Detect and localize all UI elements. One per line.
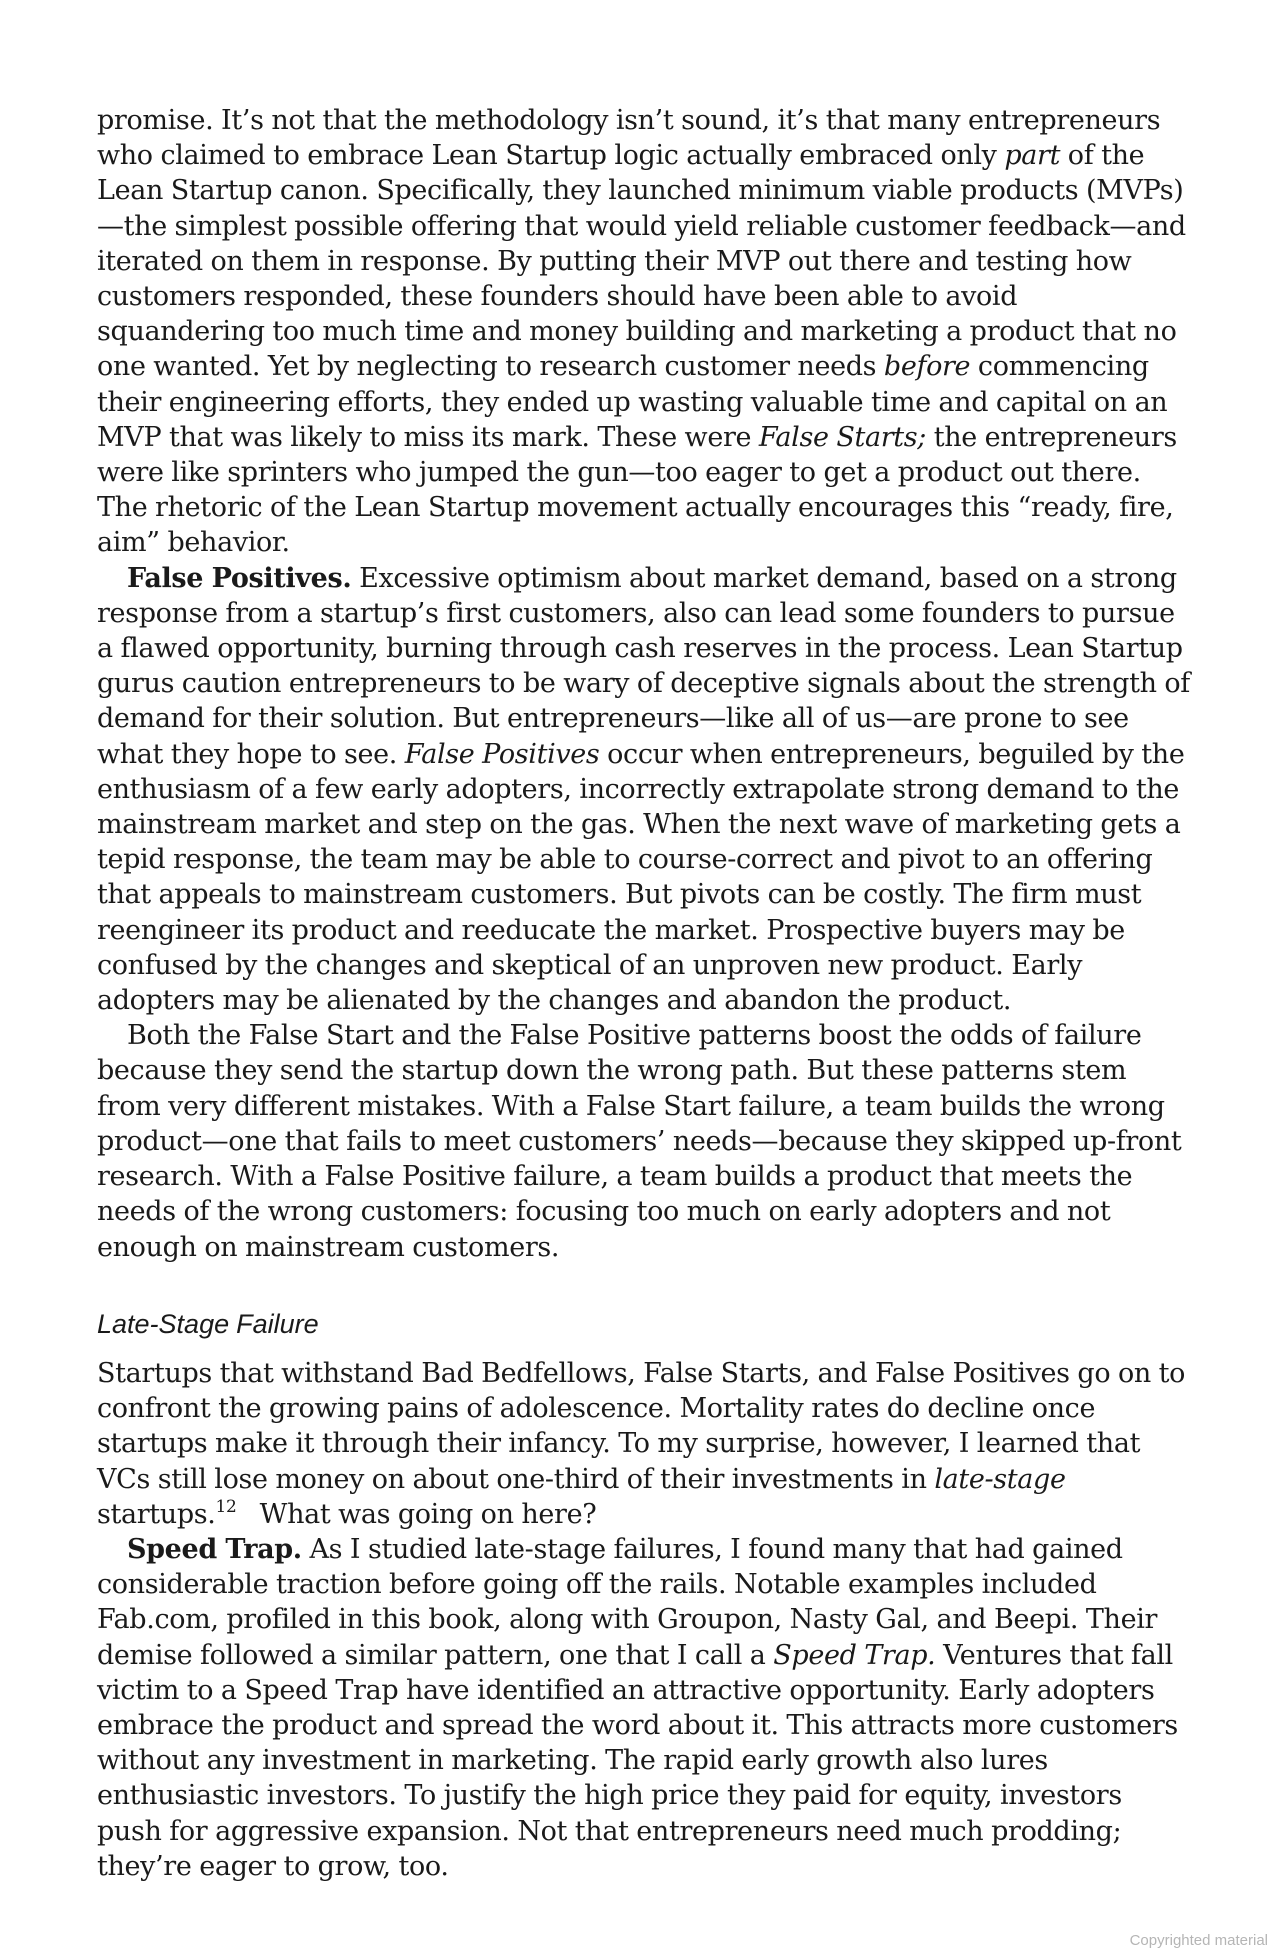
emphasis: Speed Trap. (773, 1639, 936, 1671)
text-run: What was going on here? (236, 1498, 597, 1530)
run-in-heading: False Positives. (127, 562, 352, 594)
paragraph-3 (97, 1018, 1192, 1264)
text-run: Both the False Start and the False Positive patterns boost the odds of failure because they send the startup down the wrong path. But these patterns stem from very different mistakes. With a False Start failure, a team builds the wrong product—one that fails to meet customers’ needs—because they skipped up-front research. With a False Positive failure, a team builds a product that meets the needs of the wrong customers: focusing too much on early adopters and not enough on mainstream customers. (97, 1020, 1182, 1263)
text-run: commencing their engineering efforts, they ended up wasting valuable time and capital on an MVP that was likely to miss its mark. These were (97, 351, 1168, 453)
paragraph-speed-trap (97, 1532, 1192, 1884)
emphasis: late-stage (934, 1463, 1066, 1495)
text-run: Ventures that fall victim to a Speed Trap have identified an attractive opportunity. Early adopters embrace the product and spread the word about it. This attracts more customers without any investment in marketing. The rapid early growth also lures enthusiastic investors. To justify the high price they paid for equity, investors push for aggressive expansion. Not that entrepreneurs need much prodding; they’re eager to grow, too. (97, 1639, 1178, 1882)
text-run: Excessive optimism about market demand, based on a strong response from a startup’s first customers, also can lead some founders to pursue a flawed opportunity, burning through cash reserves in the process. Lean Startup gurus caution entrepreneurs to be wary of deceptive signals about the strength of demand for their solution. But entrepreneurs—like all of us—are prone to see what they hope to see. (97, 562, 1190, 770)
text-run: promise. It’s not that the methodology isn’t sound, it’s that many entrepreneurs who claimed to embrace Lean Startup logic actually embraced only (97, 105, 1161, 172)
run-in-heading: Speed Trap. (127, 1533, 302, 1565)
emphasis: False Positives (404, 738, 600, 770)
page-body (97, 103, 1192, 1884)
text-run: occur when entrepreneurs, beguiled by the enthusiasm of a few early adopters, incorrectly extrapolate strong demand to the mainstream market and step on the gas. When the next wave of marketing gets a tepid response, the team may be able to course-correct and pivot to an offering that appeals to mainstream customers. But pivots can be costly. The firm must reengineer its product and reeducate the market. Prospective buyers may be confused by the changes and skeptical of an unproven new product. Early adopters may be alienated by the changes and abandon the product. (97, 738, 1185, 1017)
emphasis: part (1004, 140, 1061, 172)
paragraph-late-stage (97, 1356, 1192, 1532)
copyright-notice: Copyrighted material (1129, 1932, 1268, 1949)
text-run: startups. (97, 1498, 216, 1530)
text-run: the entrepreneurs were like sprinters who jumped the gun—too eager to get a product out there. The rhetoric of the Lean Startup movement actually encourages this “ready, fire, aim” behavior. (97, 421, 1177, 559)
section-heading: Late-Stage Failure (97, 1308, 319, 1339)
paragraph-1 (97, 103, 1192, 561)
emphasis: False Starts; (758, 421, 927, 453)
text-run: of the Lean Startup canon. Specifically, they launched minimum viable products (MVPs)—the simplest possible offering that would yield reliable customer feedback—and iterated on them in response. By putting their MVP out there and testing how customers responded, these founders should have been able to avoid squandering too much time and money building and marketing a product that no one wanted. Yet by neglecting to research customer needs (97, 140, 1186, 383)
footnote-ref[interactable]: 12 (215, 1496, 237, 1517)
emphasis: before (883, 351, 971, 383)
text-run: Startups that withstand Bad Bedfellows, False Starts, and False Positives go on to confront the growing pains of adolescence. Mortality rates do decline once startups make it through their infancy. To my surprise, however, I learned that VCs still lose money on about one-third of their investments in (97, 1357, 1186, 1495)
text-run: As I studied late-stage failures, I found many that had gained considerable traction before going off the rails. Notable examples included Fab.com, profiled in this book, along with Groupon, Nasty Gal, and Beepi. Their demise followed a similar pattern, one that I call a (97, 1533, 1158, 1671)
paragraph-false-positives (97, 561, 1192, 1019)
